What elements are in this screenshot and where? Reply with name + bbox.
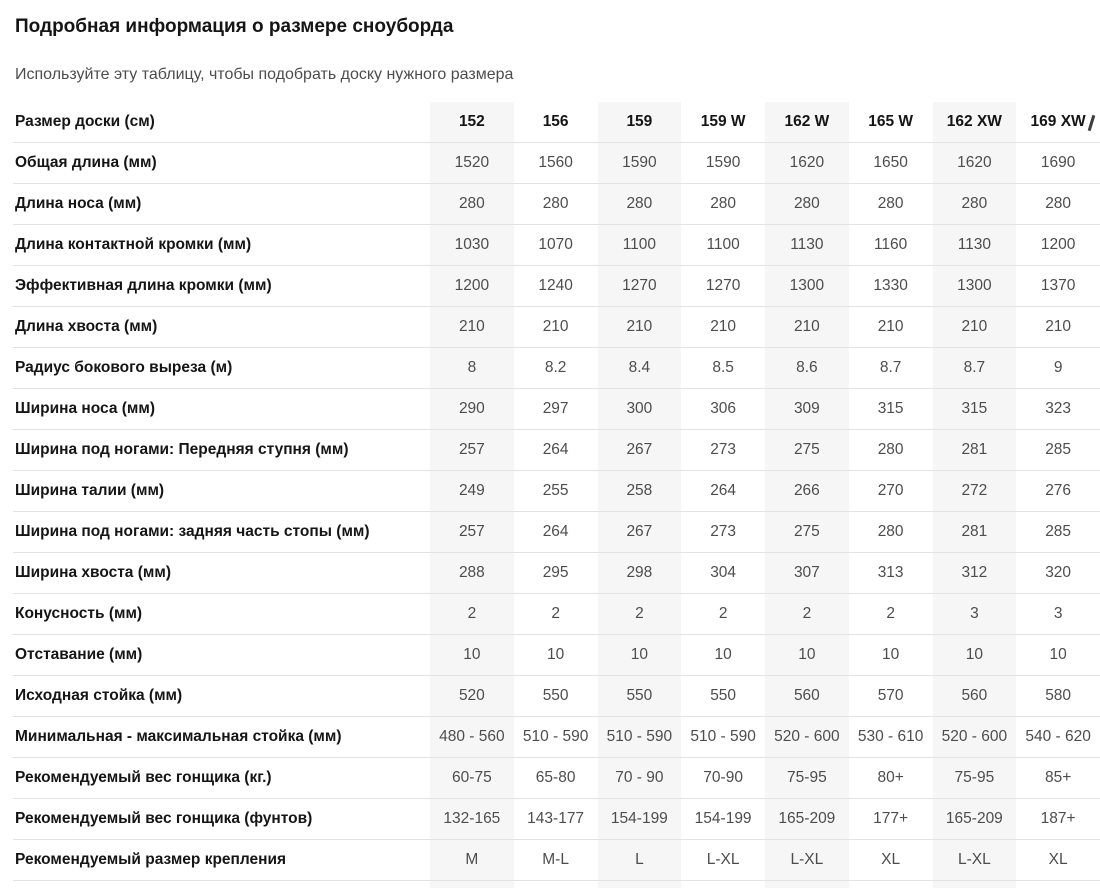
- value-cell: 267: [598, 430, 682, 471]
- value-cell: 8: [430, 348, 514, 389]
- value-cell: 264: [514, 430, 598, 471]
- value-cell: 313: [849, 553, 933, 594]
- table-body: [13, 143, 1100, 889]
- cutoff-cell: [13, 881, 430, 889]
- value-cell: 210: [681, 307, 765, 348]
- value-cell: 2: [849, 594, 933, 635]
- value-cell: 80+: [849, 758, 933, 799]
- value-cell: 2: [598, 594, 682, 635]
- cutoff-cell: [514, 881, 598, 889]
- value-cell: 1520: [430, 143, 514, 184]
- value-cell: 530 - 610: [849, 717, 933, 758]
- value-cell: 3: [933, 594, 1017, 635]
- value-cell: 10: [681, 635, 765, 676]
- value-cell: 280: [430, 184, 514, 225]
- table-header: [13, 102, 1100, 143]
- value-cell: 281: [933, 430, 1017, 471]
- value-cell: 264: [514, 512, 598, 553]
- value-cell: 8.6: [765, 348, 849, 389]
- snowboard-size-table: [13, 102, 1100, 888]
- value-cell: 210: [765, 307, 849, 348]
- value-cell: 1300: [765, 266, 849, 307]
- value-cell: 315: [933, 389, 1017, 430]
- bottom-cutoff-row: [13, 881, 1100, 889]
- value-cell: 510 - 590: [598, 717, 682, 758]
- value-cell: 280: [849, 184, 933, 225]
- value-cell: 570: [849, 676, 933, 717]
- value-cell: 275: [765, 512, 849, 553]
- value-cell: XL: [1016, 840, 1100, 881]
- value-cell: 8.7: [933, 348, 1017, 389]
- value-cell: 10: [849, 635, 933, 676]
- table-row: [13, 184, 1100, 225]
- table-row: [13, 225, 1100, 266]
- value-cell: 1070: [514, 225, 598, 266]
- value-cell: 70-90: [681, 758, 765, 799]
- table-row: [13, 430, 1100, 471]
- value-cell: 2: [765, 594, 849, 635]
- table-row: [13, 266, 1100, 307]
- value-cell: 2: [514, 594, 598, 635]
- value-cell: 8.7: [849, 348, 933, 389]
- table-row: [13, 471, 1100, 512]
- value-cell: 280: [933, 184, 1017, 225]
- value-cell: XL: [849, 840, 933, 881]
- table-row: [13, 143, 1100, 184]
- cutoff-cell: [598, 881, 682, 889]
- page-title: Подробная информация о размере сноуборда: [15, 16, 454, 37]
- table-row: [13, 799, 1100, 840]
- value-cell: 165-209: [765, 799, 849, 840]
- value-cell: 270: [849, 471, 933, 512]
- value-cell: 65-80: [514, 758, 598, 799]
- table-row: [13, 635, 1100, 676]
- value-cell: 210: [849, 307, 933, 348]
- value-cell: 285: [1016, 430, 1100, 471]
- value-cell: 10: [765, 635, 849, 676]
- value-cell: 3: [1016, 594, 1100, 635]
- row-label-cell: Исходная стойка (мм): [13, 676, 430, 717]
- row-label-cell: Минимальная - максимальная стойка (мм): [13, 717, 430, 758]
- table-row: [13, 758, 1100, 799]
- header-label-cell: Размер доски (см): [13, 102, 430, 143]
- value-cell: 323: [1016, 389, 1100, 430]
- value-cell: L-XL: [681, 840, 765, 881]
- value-cell: 10: [430, 635, 514, 676]
- value-cell: 154-199: [681, 799, 765, 840]
- value-cell: 273: [681, 430, 765, 471]
- cutoff-cell: [765, 881, 849, 889]
- value-cell: 520 - 600: [765, 717, 849, 758]
- row-label-cell: Радиус бокового выреза (м): [13, 348, 430, 389]
- value-cell: 281: [933, 512, 1017, 553]
- value-cell: 10: [514, 635, 598, 676]
- row-label-cell: Конусность (мм): [13, 594, 430, 635]
- value-cell: 70 - 90: [598, 758, 682, 799]
- table-row: [13, 840, 1100, 881]
- row-label-cell: Ширина талии (мм): [13, 471, 430, 512]
- value-cell: 1590: [681, 143, 765, 184]
- cutoff-cell: [1016, 881, 1100, 889]
- value-cell: 520 - 600: [933, 717, 1017, 758]
- value-cell: 307: [765, 553, 849, 594]
- value-cell: 280: [1016, 184, 1100, 225]
- value-cell: 315: [849, 389, 933, 430]
- value-cell: 264: [681, 471, 765, 512]
- value-cell: 165-209: [933, 799, 1017, 840]
- cutoff-cell: [430, 881, 514, 889]
- value-cell: 273: [681, 512, 765, 553]
- row-label-cell: Длина контактной кромки (мм): [13, 225, 430, 266]
- value-cell: 298: [598, 553, 682, 594]
- table-row: [13, 512, 1100, 553]
- row-label-cell: Общая длина (мм): [13, 143, 430, 184]
- value-cell: 210: [933, 307, 1017, 348]
- value-cell: 1650: [849, 143, 933, 184]
- row-label-cell: Ширина под ногами: задняя часть стопы (мм): [13, 512, 430, 553]
- value-cell: 309: [765, 389, 849, 430]
- row-label-cell: Эффективная длина кромки (мм): [13, 266, 430, 307]
- value-cell: 255: [514, 471, 598, 512]
- row-label-cell: Ширина носа (мм): [13, 389, 430, 430]
- value-cell: 540 - 620: [1016, 717, 1100, 758]
- table-header-row: [13, 102, 1100, 143]
- value-cell: L-XL: [933, 840, 1017, 881]
- value-cell: 550: [514, 676, 598, 717]
- value-cell: 560: [933, 676, 1017, 717]
- value-cell: 272: [933, 471, 1017, 512]
- row-label-cell: Ширина под ногами: Передняя ступня (мм): [13, 430, 430, 471]
- row-label-cell: Длина хвоста (мм): [13, 307, 430, 348]
- value-cell: 8.5: [681, 348, 765, 389]
- column-header-cell: 156: [514, 102, 598, 143]
- value-cell: 300: [598, 389, 682, 430]
- value-cell: 276: [1016, 471, 1100, 512]
- column-header-cell: 169 XW: [1016, 102, 1100, 143]
- value-cell: 210: [430, 307, 514, 348]
- value-cell: 2: [430, 594, 514, 635]
- value-cell: 1100: [598, 225, 682, 266]
- value-cell: 1130: [933, 225, 1017, 266]
- value-cell: 1270: [598, 266, 682, 307]
- table-row: [13, 553, 1100, 594]
- value-cell: 1160: [849, 225, 933, 266]
- value-cell: 10: [1016, 635, 1100, 676]
- row-label-cell: Отставание (мм): [13, 635, 430, 676]
- value-cell: 480 - 560: [430, 717, 514, 758]
- value-cell: 132-165: [430, 799, 514, 840]
- column-header-cell: 159: [598, 102, 682, 143]
- cutoff-cell: [933, 881, 1017, 889]
- value-cell: 257: [430, 512, 514, 553]
- value-cell: 275: [765, 430, 849, 471]
- table-row: [13, 348, 1100, 389]
- value-cell: 210: [598, 307, 682, 348]
- table-row: [13, 389, 1100, 430]
- table-row: [13, 717, 1100, 758]
- column-header-cell: 152: [430, 102, 514, 143]
- column-header-cell: 162 W: [765, 102, 849, 143]
- table-row: [13, 676, 1100, 717]
- value-cell: 304: [681, 553, 765, 594]
- value-cell: 210: [514, 307, 598, 348]
- page: [0, 16, 1100, 890]
- value-cell: 550: [681, 676, 765, 717]
- value-cell: 1690: [1016, 143, 1100, 184]
- value-cell: 1300: [933, 266, 1017, 307]
- value-cell: 295: [514, 553, 598, 594]
- value-cell: 550: [598, 676, 682, 717]
- row-label-cell: Рекомендуемый размер крепления: [13, 840, 430, 881]
- value-cell: 85+: [1016, 758, 1100, 799]
- cutoff-cell: [681, 881, 765, 889]
- value-cell: 320: [1016, 553, 1100, 594]
- value-cell: 1370: [1016, 266, 1100, 307]
- value-cell: 1270: [681, 266, 765, 307]
- column-header-cell: 165 W: [849, 102, 933, 143]
- value-cell: 266: [765, 471, 849, 512]
- value-cell: 154-199: [598, 799, 682, 840]
- value-cell: 143-177: [514, 799, 598, 840]
- value-cell: 257: [430, 430, 514, 471]
- value-cell: 580: [1016, 676, 1100, 717]
- value-cell: 560: [765, 676, 849, 717]
- column-header-cell: 159 W: [681, 102, 765, 143]
- value-cell: 1620: [933, 143, 1017, 184]
- value-cell: 510 - 590: [681, 717, 765, 758]
- value-cell: L: [598, 840, 682, 881]
- value-cell: 8.2: [514, 348, 598, 389]
- value-cell: 2: [681, 594, 765, 635]
- row-label-cell: Ширина хвоста (мм): [13, 553, 430, 594]
- row-label-cell: Рекомендуемый вес гонщика (фунтов): [13, 799, 430, 840]
- value-cell: 1200: [1016, 225, 1100, 266]
- cutoff-cell: [849, 881, 933, 889]
- value-cell: 187+: [1016, 799, 1100, 840]
- value-cell: 312: [933, 553, 1017, 594]
- value-cell: 510 - 590: [514, 717, 598, 758]
- value-cell: 285: [1016, 512, 1100, 553]
- value-cell: 1620: [765, 143, 849, 184]
- value-cell: 290: [430, 389, 514, 430]
- row-label-cell: Рекомендуемый вес гонщика (кг.): [13, 758, 430, 799]
- value-cell: 306: [681, 389, 765, 430]
- value-cell: 280: [514, 184, 598, 225]
- value-cell: 60-75: [430, 758, 514, 799]
- value-cell: 1130: [765, 225, 849, 266]
- value-cell: 75-95: [933, 758, 1017, 799]
- value-cell: 280: [681, 184, 765, 225]
- value-cell: 1330: [849, 266, 933, 307]
- table-row: [13, 594, 1100, 635]
- value-cell: M-L: [514, 840, 598, 881]
- value-cell: 520: [430, 676, 514, 717]
- value-cell: 280: [598, 184, 682, 225]
- value-cell: 249: [430, 471, 514, 512]
- value-cell: M: [430, 840, 514, 881]
- column-header-cell: 162 XW: [933, 102, 1017, 143]
- row-label-cell: Длина носа (мм): [13, 184, 430, 225]
- value-cell: 258: [598, 471, 682, 512]
- value-cell: 1030: [430, 225, 514, 266]
- value-cell: 267: [598, 512, 682, 553]
- table-row: [13, 307, 1100, 348]
- value-cell: 10: [598, 635, 682, 676]
- value-cell: L-XL: [765, 840, 849, 881]
- value-cell: 75-95: [765, 758, 849, 799]
- value-cell: 210: [1016, 307, 1100, 348]
- value-cell: 1240: [514, 266, 598, 307]
- value-cell: 8.4: [598, 348, 682, 389]
- value-cell: 10: [933, 635, 1017, 676]
- value-cell: 297: [514, 389, 598, 430]
- value-cell: 1590: [598, 143, 682, 184]
- value-cell: 177+: [849, 799, 933, 840]
- value-cell: 280: [765, 184, 849, 225]
- value-cell: 1560: [514, 143, 598, 184]
- value-cell: 1100: [681, 225, 765, 266]
- value-cell: 1200: [430, 266, 514, 307]
- value-cell: 280: [849, 430, 933, 471]
- page-subtitle: Используйте эту таблицу, чтобы подобрать доску нужного размера: [15, 66, 514, 83]
- value-cell: 280: [849, 512, 933, 553]
- value-cell: 9: [1016, 348, 1100, 389]
- value-cell: 288: [430, 553, 514, 594]
